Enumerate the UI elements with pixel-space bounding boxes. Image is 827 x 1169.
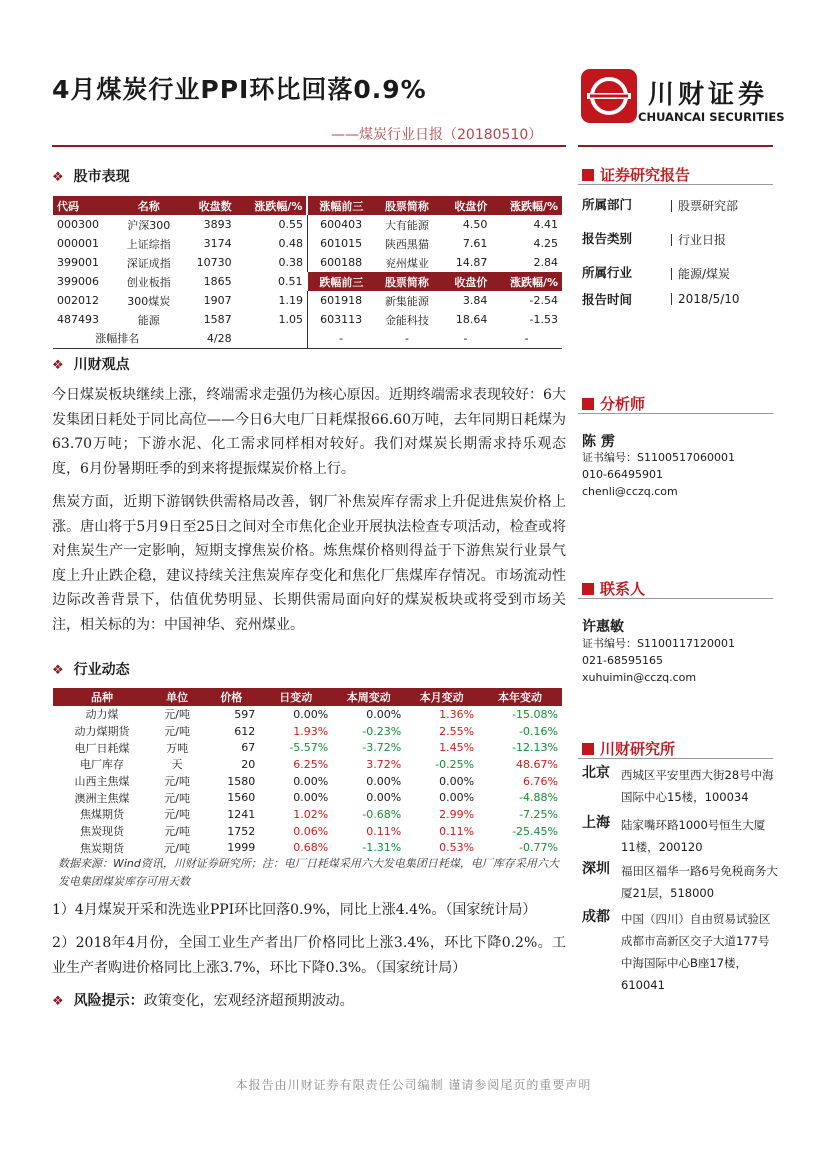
office-city: 上海 — [582, 815, 610, 831]
table-cell: 元/吨 — [164, 825, 190, 839]
table-row — [53, 291, 562, 310]
table-cell: 2.55% — [439, 724, 475, 738]
table-cell — [236, 329, 308, 348]
info-value — [671, 265, 730, 282]
market-header-row — [53, 196, 562, 215]
table-cell: 1580 — [227, 774, 256, 788]
table-cell: -5.57% — [289, 741, 329, 755]
square-bullet-icon — [582, 743, 594, 755]
column-header: 本周变动 — [332, 688, 405, 706]
column-header: 收盘数 — [181, 196, 235, 215]
rank-label: 涨幅排名 — [95, 332, 140, 346]
table-cell: -1.53 — [529, 313, 558, 326]
table-cell: 1.02% — [293, 807, 329, 821]
table-cell: 元/吨 — [164, 708, 190, 722]
table-cell: 14.87 — [455, 256, 488, 269]
table-cell: 4.41 — [533, 218, 558, 231]
table-cell: - — [404, 331, 409, 345]
table-cell: 元/吨 — [164, 841, 190, 855]
table-cell: - — [524, 331, 529, 345]
table-cell: 6.25% — [293, 757, 329, 771]
info-label: 所属部门 — [582, 197, 633, 212]
contact-cert: 证书编号：S1100117120001 — [582, 637, 735, 650]
table-cell: -0.25% — [435, 757, 475, 771]
table-cell: 10730 — [196, 256, 232, 269]
table-cell: 67 — [241, 741, 256, 755]
column-header: 涨跌幅/% — [236, 196, 308, 215]
table-cell: -15.08% — [512, 707, 558, 721]
table-cell: 电厂库存 — [79, 758, 124, 772]
divider-bar — [671, 234, 672, 246]
table-cell: 3174 — [203, 237, 232, 250]
column-header: 本月变动 — [405, 688, 478, 706]
risk-text: 政策变化，宏观经济超预期波动。 — [143, 993, 354, 1009]
contact-phone: 021-68595165 — [582, 654, 663, 667]
market-heading: ❖ 股市表现 — [52, 169, 130, 185]
info-label: 报告类别 — [582, 231, 633, 246]
risk-warning — [52, 990, 354, 1010]
table-cell: -25.45% — [512, 824, 558, 838]
table-cell: 0.00% — [293, 774, 329, 788]
column-header: 涨幅前三 — [307, 196, 374, 215]
info-value-text: 能源/煤炭 — [678, 267, 731, 281]
table-cell: -0.16% — [519, 724, 558, 738]
report-title: 4月煤炭行业PPI环比回落0.9% — [52, 75, 427, 104]
table-cell: 000300 — [57, 218, 99, 231]
table-cell: 元/吨 — [164, 791, 190, 805]
table-cell: 1.05 — [278, 313, 303, 326]
table-cell: -7.25% — [519, 807, 558, 821]
table-cell: -4.88% — [519, 791, 558, 805]
sidebar-rule — [578, 413, 773, 414]
table-cell: -1.31% — [362, 841, 402, 855]
column-header: 收盘价 — [440, 196, 492, 215]
info-value-text: 2018/5/10 — [678, 292, 740, 306]
table-cell: 0.38 — [278, 256, 303, 269]
table-cell: 18.64 — [455, 313, 488, 326]
table-row — [53, 789, 562, 806]
diamond-bullet-icon: ❖ — [52, 358, 64, 373]
table-cell: 4.25 — [533, 237, 558, 250]
industry-header-row — [53, 688, 562, 706]
info-value — [671, 197, 738, 214]
table-row — [53, 215, 562, 234]
square-bullet-icon — [582, 583, 594, 595]
table-cell: 7.61 — [462, 237, 488, 250]
table-cell: 6.76% — [523, 774, 558, 788]
table-cell: -3.72% — [362, 741, 402, 755]
info-value — [671, 292, 740, 306]
table-cell: 元/吨 — [164, 775, 190, 789]
risk-label: 风险提示： — [73, 993, 144, 1009]
analyst-cert: 证书编号：S1100517060001 — [582, 451, 735, 464]
table-cell: 深证成指 — [126, 256, 171, 270]
header-divider — [52, 145, 566, 147]
office-city: 成都 — [582, 909, 610, 925]
table-row — [53, 806, 562, 823]
column-header: 股票简称 — [374, 272, 439, 291]
sidebar-rule — [578, 598, 773, 599]
chuancai-logo-icon — [581, 69, 637, 123]
contact-heading: 联系人 — [582, 578, 645, 599]
table-row — [53, 253, 562, 272]
industry-heading: ❖ 行业动态 — [52, 662, 130, 678]
table-cell: 0.00% — [293, 707, 329, 721]
market-table — [53, 196, 562, 349]
column-header: 涨跌幅/% — [491, 196, 562, 215]
table-cell: 0.06% — [293, 824, 329, 838]
column-header: 名称 — [116, 196, 181, 215]
table-cell: 1.36% — [439, 707, 475, 721]
table-cell: 1.19 — [278, 294, 303, 307]
table-cell: 3893 — [203, 218, 232, 231]
table-cell: 创业板指 — [126, 275, 171, 289]
table-cell: 3.84 — [462, 294, 488, 307]
table-cell: 0.48 — [278, 237, 303, 250]
table-row — [53, 723, 562, 740]
table-cell: 2.84 — [533, 256, 558, 269]
table-cell: 1241 — [227, 807, 256, 821]
report-type-heading: 证券研究报告 — [582, 164, 690, 185]
table-cell: 0.00% — [366, 707, 402, 721]
table-cell: 0.55 — [278, 218, 303, 231]
table-cell: 0.00% — [293, 791, 329, 805]
table-cell: 0.68% — [293, 841, 329, 855]
column-header: 价格 — [203, 688, 259, 706]
divider-bar — [671, 268, 672, 280]
diamond-bullet-icon: ❖ — [52, 663, 64, 678]
table-cell: 0.00% — [439, 774, 475, 788]
table-cell: 1907 — [203, 294, 232, 307]
table-cell: 大有能源 — [384, 218, 429, 232]
table-cell: 0.00% — [366, 774, 402, 788]
table-cell: 动力煤 — [85, 708, 119, 722]
table-row — [53, 739, 562, 756]
diamond-bullet-icon: ❖ — [52, 170, 64, 185]
table-cell: 0.00% — [366, 791, 402, 805]
view-paragraph-2: 焦炭方面，近期下游钢铁供需格局改善，钢厂补焦炭库存需求上升促进焦炭价格上涨。唐山将于5月9日至25日之间对全市焦化企业开展执法检查专项活动，检查或将对焦炭生产一定影响，短期支撑焦炭价格。炼焦煤价格则得益于下游焦炭行业景气度上升止跌企稳，建议持续关注焦炭库存变化和焦化厂焦煤库存情况。市场流动性边际改善背景下，估值优势明显、长期供需局面向好的煤炭板块或将受到市场关注，相关标的为：中国神华、兖州煤业。 — [52, 494, 566, 633]
table-cell: 金能科技 — [384, 313, 429, 327]
office-address: 西城区平安里西大街28号中海国际中心15楼，100034 — [621, 768, 774, 804]
info-value — [671, 231, 726, 248]
table-row — [53, 234, 562, 253]
table-cell: 电厂日耗煤 — [74, 741, 130, 755]
table-cell: 0.11% — [366, 824, 402, 838]
table-row — [53, 310, 562, 329]
table-cell: 元/吨 — [164, 808, 190, 822]
divider-bar — [671, 200, 672, 212]
square-bullet-icon — [582, 169, 594, 181]
table-cell: -12.13% — [512, 741, 558, 755]
table-row — [53, 840, 562, 857]
column-header: 本年变动 — [478, 688, 562, 706]
table-cell: 沪深300 — [127, 218, 171, 232]
industry-table — [53, 688, 562, 856]
table-row — [53, 329, 562, 348]
column-header: 品种 — [53, 688, 151, 706]
contact-name: 许惠敏 — [582, 619, 624, 635]
table-cell: 601918 — [307, 291, 374, 310]
office-city: 北京 — [582, 765, 610, 781]
table-cell: - — [307, 329, 374, 348]
table-cell: 601015 — [307, 234, 374, 253]
column-header: 涨跌幅/% — [491, 272, 562, 291]
view-heading: ❖ 川财观点 — [52, 357, 130, 373]
table-cell: 1587 — [203, 313, 232, 326]
table-cell: 399001 — [57, 256, 99, 269]
table-cell: -0.77% — [519, 841, 558, 855]
table-cell: 新集能源 — [384, 294, 429, 308]
header-divider-right — [578, 145, 773, 147]
table-cell: 山西主焦煤 — [74, 775, 130, 789]
table-cell: 4.50 — [462, 218, 488, 231]
footer-disclaimer: 本报告由川财证券有限责任公司编制 谨请参阅尾页的重要声明 — [235, 1078, 592, 1092]
table-row — [53, 272, 562, 291]
table-cell: 600403 — [307, 215, 374, 234]
office-address: 中国（四川）自由贸易试验区成都市高新区交子大道177号中海国际中心B座17楼，610041 — [621, 912, 771, 992]
table-cell: 万吨 — [166, 741, 189, 755]
institute-heading: 川财研究所 — [582, 738, 675, 759]
news-item-2: 2）2018年4月份，全国工业生产者出厂价格同比上涨3.4%，环比下降0.2%。工业生产者购进价格同比上涨3.7%，环比下降0.3%。（国家统计局） — [52, 935, 566, 976]
table-cell: 3.72% — [366, 757, 402, 771]
table-cell: 612 — [234, 724, 256, 738]
contact-email[interactable]: xuhuimin@cczq.com — [582, 671, 697, 684]
table-cell: 1865 — [203, 275, 232, 288]
table-cell: 澳洲主焦煤 — [74, 791, 130, 805]
info-value-text: 股票研究部 — [678, 199, 739, 213]
table-cell: 上证综指 — [126, 237, 171, 251]
office-address: 福田区福华一路6号免税商务大厦21层，518000 — [621, 864, 778, 900]
sidebar-rule — [578, 758, 773, 759]
table-cell: 0.00% — [439, 791, 475, 805]
table-cell: 天 — [171, 758, 183, 772]
table-cell — [53, 348, 562, 349]
square-bullet-icon — [582, 398, 594, 410]
diamond-bullet-icon: ❖ — [52, 994, 64, 1009]
table-cell: 603113 — [307, 310, 374, 329]
rank-value: 4/28 — [206, 331, 232, 345]
table-cell: 兖州煤业 — [384, 256, 429, 270]
table-cell: 000001 — [57, 237, 99, 250]
analyst-phone: 010-66495901 — [582, 468, 663, 481]
column-header: 跌幅前三 — [307, 272, 374, 291]
table-row — [53, 756, 562, 773]
table-cell: -2.54 — [529, 294, 558, 307]
table-cell: 能源 — [137, 313, 160, 327]
table-cell: 1999 — [227, 841, 256, 855]
brand-name-cn: 川财证券 — [648, 80, 769, 110]
table-cell: 0.53% — [439, 841, 475, 855]
table-cell: 399006 — [57, 275, 99, 288]
divider-bar — [671, 293, 672, 305]
table-cell: 487493 — [57, 313, 99, 326]
column-header: 股票简称 — [374, 196, 439, 215]
analyst-email[interactable]: chenli@cczq.com — [582, 485, 678, 498]
table-cell: 20 — [241, 757, 256, 771]
column-header: 代码 — [53, 196, 116, 215]
info-label: 报告时间 — [582, 292, 633, 307]
table-cell: 48.67% — [516, 757, 558, 771]
data-source-note: 数据来源：Wind资讯，川财证券研究所；注：电厂日耗煤采用六大发电集团日耗煤，电厂库存采用六大发电集团煤炭库存可用天数 — [58, 857, 559, 888]
column-header: 收盘价 — [440, 272, 492, 291]
table-cell: 元/吨 — [164, 725, 190, 739]
view-paragraph-1: 今日煤炭板块继续上涨，终端需求走强仍为核心原因。近期终端需求表现较好：6大发集团日耗处于同比高位——今日6大电厂日耗煤报66.60万吨，去年同期日耗煤为63.70万吨；下游水泥、化工需求同样相对较好。我们对煤炭长期需求持乐观态度，6月份暑期旺季的到来将提振煤炭价格上行。 — [52, 387, 566, 477]
table-cell: 1.45% — [439, 741, 475, 755]
table-cell: 陕西黑猫 — [384, 237, 429, 251]
table-cell: 动力煤期货 — [74, 725, 130, 739]
brand-name-en: CHUANCAI SECURITIES — [638, 110, 785, 124]
table-cell: -0.68% — [362, 807, 402, 821]
table-cell: - — [463, 331, 468, 345]
column-header: 单位 — [151, 688, 203, 706]
table-row — [53, 706, 562, 723]
table-cell: 0.11% — [439, 824, 475, 838]
table-row — [53, 773, 562, 790]
table-cell: 焦煤期货 — [79, 808, 124, 822]
column-header: 日变动 — [259, 688, 332, 706]
table-bottom-rule — [53, 348, 562, 349]
table-cell: 597 — [234, 707, 256, 721]
table-cell: 焦炭现货 — [79, 825, 124, 839]
report-subtitle: ——煤炭行业日报（20180510） — [331, 127, 543, 143]
table-cell: -0.23% — [362, 724, 402, 738]
table-cell: 1560 — [227, 791, 256, 805]
table-cell: 300煤炭 — [127, 294, 171, 308]
table-row — [53, 823, 562, 840]
news-item-1: 1）4月煤炭开采和洗选业PPI环比回落0.9%，同比上涨4.4%。（国家统计局） — [52, 902, 537, 918]
office-city: 深圳 — [582, 861, 610, 877]
table-cell: 1752 — [227, 824, 256, 838]
table-cell: 焦炭期货 — [79, 841, 124, 855]
table-cell: 1.93% — [293, 724, 329, 738]
table-cell: 600188 — [307, 253, 374, 272]
info-value-text: 行业日报 — [678, 233, 727, 247]
table-cell: 2.99% — [439, 807, 475, 821]
info-label: 所属行业 — [582, 265, 633, 280]
analyst-heading: 分析师 — [582, 393, 645, 414]
analyst-name: 陈 雳 — [582, 434, 615, 450]
sidebar-rule — [578, 184, 773, 185]
office-address: 陆家嘴环路1000号恒生大厦11楼，200120 — [621, 818, 766, 854]
table-cell: 002012 — [57, 294, 99, 307]
table-cell: 0.51 — [277, 275, 303, 288]
